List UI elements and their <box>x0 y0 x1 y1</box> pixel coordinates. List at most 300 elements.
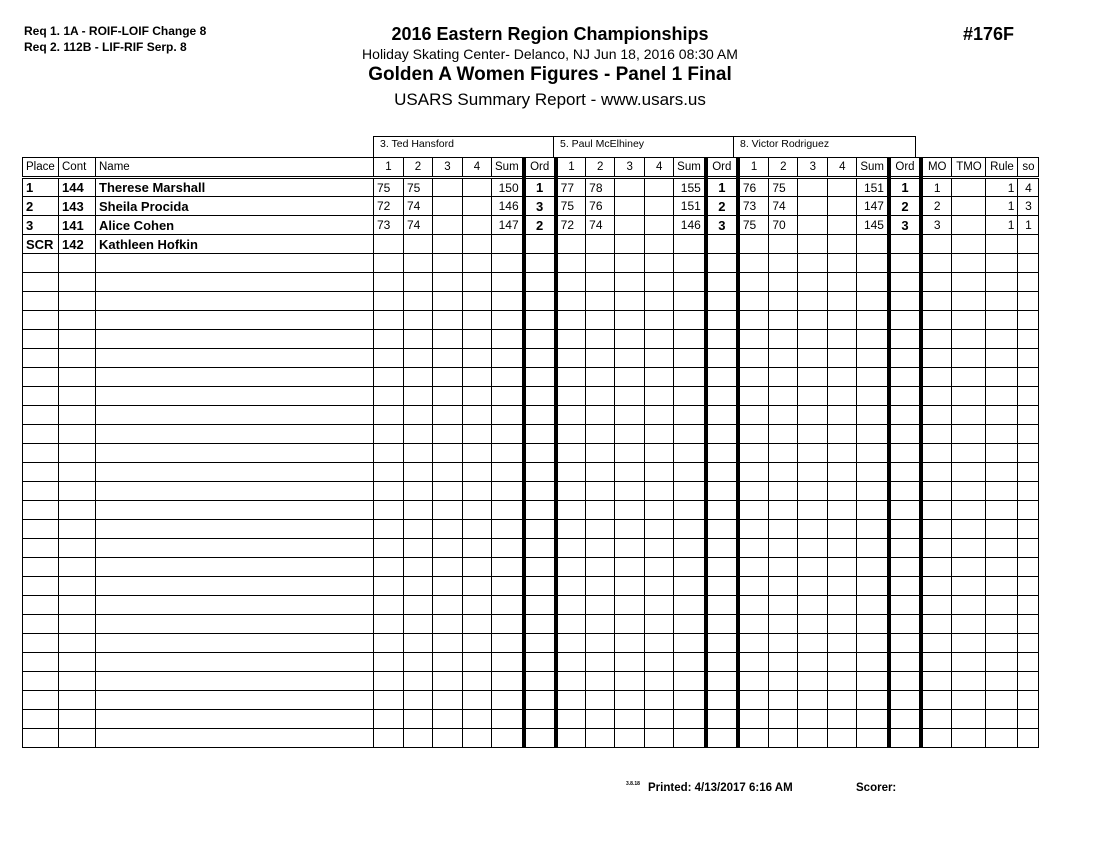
mo-cell <box>921 387 952 406</box>
judge1-sum-cell <box>492 311 524 330</box>
judge3-score-2-cell <box>769 577 798 596</box>
j1-col-ord: Ord <box>524 158 556 178</box>
j3-col-4: 4 <box>828 158 857 178</box>
name-cell <box>96 292 374 311</box>
venue-date: Holiday Skating Center- Delanco, NJ Jun 18, 2016 08:30 AM <box>362 46 738 62</box>
judge1-ord-cell <box>524 463 556 482</box>
judge1-score-2-cell <box>404 596 433 615</box>
judge2-sum-cell <box>674 520 706 539</box>
judge3-score-4-cell <box>828 368 857 387</box>
judge3-score-4-cell <box>828 311 857 330</box>
judge3-score-1-cell <box>738 596 769 615</box>
judge1-score-2-cell <box>404 577 433 596</box>
empty-row <box>23 463 1039 482</box>
judge1-sum-cell <box>492 444 524 463</box>
judge3-score-2-cell <box>769 254 798 273</box>
judge1-ord-cell <box>524 349 556 368</box>
judge2-ord-cell <box>706 653 738 672</box>
judge1-score-3-cell <box>433 444 463 463</box>
so-cell <box>1018 311 1039 330</box>
judge2-sum-cell: 151 <box>674 197 706 216</box>
place-cell <box>23 387 59 406</box>
empty-row <box>23 558 1039 577</box>
judge3-score-4-cell <box>828 273 857 292</box>
judge2-score-1-cell <box>556 539 586 558</box>
cont-cell <box>59 596 96 615</box>
mo-cell <box>921 254 952 273</box>
judge1-ord-cell <box>524 425 556 444</box>
judge2-ord-cell <box>706 292 738 311</box>
judge3-score-4-cell <box>828 653 857 672</box>
name-cell <box>96 368 374 387</box>
judge1-ord-cell <box>524 729 556 748</box>
judge2-score-1-cell <box>556 596 586 615</box>
judge3-sum-cell <box>857 539 889 558</box>
so-cell <box>1018 539 1039 558</box>
judge3-score-1-cell <box>738 254 769 273</box>
judge1-sum-cell <box>492 558 524 577</box>
judge1-score-4-cell <box>463 558 492 577</box>
mo-cell <box>921 653 952 672</box>
place-cell <box>23 729 59 748</box>
judge2-sum-cell <box>674 482 706 501</box>
place-cell <box>23 425 59 444</box>
judge2-ord-cell <box>706 368 738 387</box>
judge1-score-3-cell <box>433 330 463 349</box>
judge1-ord-cell <box>524 577 556 596</box>
judge2-score-1-cell <box>556 330 586 349</box>
judge2-score-1-cell <box>556 482 586 501</box>
judge1-score-4-cell <box>463 596 492 615</box>
judge1-sum-cell <box>492 577 524 596</box>
judge1-score-3-cell <box>433 178 463 197</box>
tmo-cell <box>952 444 986 463</box>
mo-cell <box>921 368 952 387</box>
judge3-score-4-cell <box>828 691 857 710</box>
judge3-score-2-cell <box>769 672 798 691</box>
judge2-score-4-cell <box>645 653 674 672</box>
judge2-score-3-cell <box>615 710 645 729</box>
judge1-ord-cell <box>524 406 556 425</box>
judge3-score-3-cell <box>798 216 828 235</box>
j3-col-sum: Sum <box>857 158 889 178</box>
place-cell <box>23 273 59 292</box>
judge3-ord-cell <box>889 444 921 463</box>
judge3-ord-cell <box>889 387 921 406</box>
judge1-score-3-cell <box>433 520 463 539</box>
so-cell <box>1018 368 1039 387</box>
judge3-score-3-cell <box>798 634 828 653</box>
judge1-score-3-cell <box>433 634 463 653</box>
j3-col-2: 2 <box>769 158 798 178</box>
judge3-score-3-cell <box>798 691 828 710</box>
judge2-sum-cell <box>674 634 706 653</box>
rule-cell <box>986 254 1018 273</box>
mo-cell <box>921 330 952 349</box>
tmo-cell <box>952 615 986 634</box>
judge3-score-3-cell <box>798 254 828 273</box>
judge1-score-3-cell <box>433 577 463 596</box>
empty-row <box>23 387 1039 406</box>
judge2-score-2-cell <box>586 444 615 463</box>
judge2-score-3-cell <box>615 235 645 254</box>
mo-cell <box>921 539 952 558</box>
judge1-score-2-cell <box>404 520 433 539</box>
judge1-score-4-cell <box>463 292 492 311</box>
judge3-score-3-cell <box>798 273 828 292</box>
judge1-score-1-cell <box>374 558 404 577</box>
judge2-score-4-cell <box>645 501 674 520</box>
judge1-score-1-cell: 75 <box>374 178 404 197</box>
name-cell <box>96 577 374 596</box>
tmo-cell <box>952 197 986 216</box>
judge1-sum-cell <box>492 596 524 615</box>
judge2-ord-cell <box>706 463 738 482</box>
judge3-sum-cell <box>857 710 889 729</box>
place-cell <box>23 349 59 368</box>
place-cell <box>23 368 59 387</box>
rule-cell <box>986 235 1018 254</box>
so-cell <box>1018 444 1039 463</box>
judge1-score-2-cell <box>404 482 433 501</box>
judge2-score-2-cell <box>586 729 615 748</box>
judge2-sum-cell <box>674 558 706 577</box>
judge3-score-1-cell <box>738 729 769 748</box>
empty-row <box>23 634 1039 653</box>
judge1-score-1-cell <box>374 596 404 615</box>
judge2-ord-cell <box>706 596 738 615</box>
judge1-sum-cell <box>492 672 524 691</box>
empty-row <box>23 406 1039 425</box>
rule-cell <box>986 634 1018 653</box>
tmo-cell <box>952 387 986 406</box>
judge1-score-1-cell <box>374 444 404 463</box>
so-cell <box>1018 482 1039 501</box>
judge2-sum-cell <box>674 729 706 748</box>
header-row <box>23 158 1039 178</box>
judge1-score-1-cell <box>374 349 404 368</box>
judge2-score-2-cell <box>586 653 615 672</box>
judge3-score-3-cell <box>798 235 828 254</box>
j1-col-2: 2 <box>404 158 433 178</box>
judge2-score-4-cell <box>645 387 674 406</box>
cont-cell <box>59 653 96 672</box>
judge2-score-4-cell <box>645 349 674 368</box>
judge1-sum-cell <box>492 615 524 634</box>
cont-cell <box>59 425 96 444</box>
judge3-sum-cell <box>857 368 889 387</box>
judge1-score-4-cell <box>463 463 492 482</box>
place-cell: 2 <box>23 197 59 216</box>
judge3-score-1-cell: 76 <box>738 178 769 197</box>
place-cell <box>23 292 59 311</box>
judge3-sum-cell <box>857 482 889 501</box>
judge2-score-2-cell: 78 <box>586 178 615 197</box>
judge3-score-1-cell <box>738 634 769 653</box>
judge2-score-2-cell <box>586 330 615 349</box>
tmo-cell <box>952 653 986 672</box>
judge3-score-3-cell <box>798 292 828 311</box>
judge2-sum-cell <box>674 653 706 672</box>
judge3-score-3-cell <box>798 349 828 368</box>
judge3-sum-cell <box>857 577 889 596</box>
judge1-score-2-cell <box>404 406 433 425</box>
mo-cell <box>921 292 952 311</box>
rule-cell <box>986 539 1018 558</box>
judge3-ord-cell <box>889 596 921 615</box>
judge2-score-1-cell: 72 <box>556 216 586 235</box>
judge3-ord-cell <box>889 273 921 292</box>
judge2-ord-cell <box>706 235 738 254</box>
judge2-sum-cell <box>674 387 706 406</box>
requirement-1: Req 1. 1A - ROIF-LOIF Change 8 <box>24 24 207 38</box>
judge2-score-2-cell <box>586 558 615 577</box>
so-cell <box>1018 691 1039 710</box>
judge1-ord-cell <box>524 254 556 273</box>
mo-cell <box>921 596 952 615</box>
judge1-score-3-cell <box>433 710 463 729</box>
judge2-score-4-cell <box>645 482 674 501</box>
judge3-score-4-cell <box>828 729 857 748</box>
j2-col-sum: Sum <box>674 158 706 178</box>
place-cell: 3 <box>23 216 59 235</box>
j2-col-2: 2 <box>586 158 615 178</box>
judge3-score-2-cell: 70 <box>769 216 798 235</box>
judge3-score-1-cell <box>738 710 769 729</box>
so-cell: 1 <box>1018 216 1039 235</box>
rule-cell <box>986 349 1018 368</box>
judge2-ord-cell <box>706 330 738 349</box>
mo-cell <box>921 729 952 748</box>
cont-cell <box>59 558 96 577</box>
judge1-ord-cell <box>524 558 556 577</box>
judge3-score-1-cell <box>738 387 769 406</box>
judge3-score-3-cell <box>798 311 828 330</box>
judge1-score-3-cell <box>433 672 463 691</box>
mo-cell: 3 <box>921 216 952 235</box>
judge3-score-2-cell <box>769 330 798 349</box>
empty-row <box>23 273 1039 292</box>
judge3-sum-cell <box>857 691 889 710</box>
judge2-score-3-cell <box>615 425 645 444</box>
judge3-score-4-cell <box>828 349 857 368</box>
judge2-sum-cell <box>674 425 706 444</box>
rule-cell <box>986 482 1018 501</box>
rule-cell <box>986 463 1018 482</box>
judge3-ord-cell <box>889 710 921 729</box>
judge1-score-2-cell: 74 <box>404 197 433 216</box>
judge2-score-3-cell <box>615 520 645 539</box>
empty-row <box>23 710 1039 729</box>
judge3-sum-cell <box>857 273 889 292</box>
judge1-score-1-cell <box>374 710 404 729</box>
judge3-sum-cell <box>857 330 889 349</box>
judge1-sum-cell <box>492 729 524 748</box>
judge2-score-1-cell <box>556 311 586 330</box>
judge3-sum-cell <box>857 387 889 406</box>
judge3-ord-cell <box>889 292 921 311</box>
mo-cell <box>921 349 952 368</box>
judge3-score-4-cell <box>828 634 857 653</box>
judge2-score-3-cell <box>615 729 645 748</box>
judge1-score-3-cell <box>433 558 463 577</box>
judge2-score-2-cell <box>586 482 615 501</box>
judge2-score-1-cell <box>556 349 586 368</box>
judge3-score-4-cell <box>828 539 857 558</box>
competition-title: 2016 Eastern Region Championships <box>391 24 709 44</box>
judge1-sum-cell <box>492 634 524 653</box>
cont-cell <box>59 520 96 539</box>
rule-cell <box>986 273 1018 292</box>
name-cell <box>96 501 374 520</box>
empty-row <box>23 577 1039 596</box>
table-row <box>23 197 1039 216</box>
cont-cell: 141 <box>59 216 96 235</box>
tmo-cell <box>952 520 986 539</box>
judge1-score-1-cell <box>374 330 404 349</box>
judge2-score-3-cell <box>615 463 645 482</box>
judge3-score-1-cell <box>738 558 769 577</box>
judge1-sum-cell <box>492 482 524 501</box>
judge2-ord-cell: 3 <box>706 216 738 235</box>
judge2-score-1-cell <box>556 463 586 482</box>
place-cell <box>23 672 59 691</box>
judge3-sum-cell <box>857 463 889 482</box>
judge1-score-1-cell <box>374 615 404 634</box>
tmo-cell <box>952 463 986 482</box>
judge3-score-3-cell <box>798 444 828 463</box>
judge1-score-4-cell <box>463 672 492 691</box>
scorer-label: Scorer: <box>856 782 897 794</box>
judge1-score-3-cell <box>433 539 463 558</box>
judge2-sum-cell <box>674 368 706 387</box>
judge2-score-4-cell <box>645 691 674 710</box>
cont-cell <box>59 501 96 520</box>
judge1-score-4-cell <box>463 520 492 539</box>
judge3-score-1-cell <box>738 520 769 539</box>
place-cell <box>23 577 59 596</box>
judge1-score-3-cell <box>433 349 463 368</box>
j2-col-1: 1 <box>556 158 586 178</box>
tmo-cell <box>952 216 986 235</box>
col-mo: MO <box>921 158 952 178</box>
judge3-score-3-cell <box>798 539 828 558</box>
judge2-score-1-cell <box>556 558 586 577</box>
judge2-score-4-cell <box>645 463 674 482</box>
rule-cell <box>986 292 1018 311</box>
judge3-ord-cell <box>889 634 921 653</box>
judge2-score-1-cell <box>556 653 586 672</box>
rule-cell: 1 <box>986 197 1018 216</box>
judge1-score-2-cell <box>404 387 433 406</box>
judge3-score-1-cell <box>738 501 769 520</box>
tmo-cell <box>952 273 986 292</box>
judge2-score-2-cell <box>586 368 615 387</box>
empty-row <box>23 672 1039 691</box>
rule-cell <box>986 330 1018 349</box>
judge2-score-4-cell <box>645 672 674 691</box>
table-row <box>23 178 1039 197</box>
mo-cell <box>921 463 952 482</box>
judge3-score-4-cell <box>828 710 857 729</box>
name-cell <box>96 539 374 558</box>
judge3-score-3-cell <box>798 653 828 672</box>
judge2-score-3-cell <box>615 311 645 330</box>
judge1-sum-cell <box>492 520 524 539</box>
judge2-score-1-cell <box>556 691 586 710</box>
judge2-ord-cell <box>706 254 738 273</box>
judge2-ord-cell <box>706 558 738 577</box>
mo-cell <box>921 710 952 729</box>
judge2-score-4-cell <box>645 368 674 387</box>
judge1-sum-cell <box>492 254 524 273</box>
judge1-score-1-cell <box>374 691 404 710</box>
judge3-score-1-cell <box>738 444 769 463</box>
judge1-score-2-cell <box>404 254 433 273</box>
judge2-ord-cell <box>706 406 738 425</box>
judge2-score-3-cell <box>615 197 645 216</box>
cont-cell <box>59 406 96 425</box>
judge2-score-4-cell <box>645 292 674 311</box>
judge3-score-1-cell <box>738 539 769 558</box>
judge1-score-2-cell <box>404 691 433 710</box>
judge2-score-1-cell <box>556 634 586 653</box>
judge2-score-4-cell <box>645 235 674 254</box>
so-cell <box>1018 710 1039 729</box>
judge3-sum-cell <box>857 425 889 444</box>
judge2-ord-cell <box>706 444 738 463</box>
place-cell <box>23 501 59 520</box>
judge3-ord-cell <box>889 501 921 520</box>
judge2-score-2-cell <box>586 710 615 729</box>
judge1-ord-cell <box>524 634 556 653</box>
name-cell <box>96 634 374 653</box>
judge1-score-1-cell <box>374 406 404 425</box>
judge2-score-3-cell <box>615 273 645 292</box>
judge3-ord-cell <box>889 425 921 444</box>
judge1-score-2-cell <box>404 615 433 634</box>
mo-cell <box>921 691 952 710</box>
empty-row <box>23 425 1039 444</box>
place-cell <box>23 710 59 729</box>
judge2-score-4-cell <box>645 539 674 558</box>
judge3-score-3-cell <box>798 596 828 615</box>
judge1-score-4-cell <box>463 501 492 520</box>
place-cell <box>23 653 59 672</box>
rule-cell <box>986 444 1018 463</box>
judge1-score-3-cell <box>433 216 463 235</box>
judge2-score-3-cell <box>615 387 645 406</box>
judge2-score-1-cell: 75 <box>556 197 586 216</box>
cont-cell <box>59 691 96 710</box>
judge2-sum-cell <box>674 463 706 482</box>
judge3-score-2-cell <box>769 539 798 558</box>
judge3-score-1-cell <box>738 425 769 444</box>
judge3-sum-cell <box>857 729 889 748</box>
place-cell <box>23 691 59 710</box>
col-cont: Cont <box>59 158 96 178</box>
so-cell <box>1018 349 1039 368</box>
name-cell <box>96 273 374 292</box>
judge3-score-3-cell <box>798 501 828 520</box>
judge2-sum-cell <box>674 254 706 273</box>
judge2-score-3-cell <box>615 444 645 463</box>
judge2-ord-cell <box>706 615 738 634</box>
judge2-score-4-cell <box>645 444 674 463</box>
tmo-cell <box>952 710 986 729</box>
judge2-score-2-cell <box>586 577 615 596</box>
judge3-score-1-cell: 75 <box>738 216 769 235</box>
